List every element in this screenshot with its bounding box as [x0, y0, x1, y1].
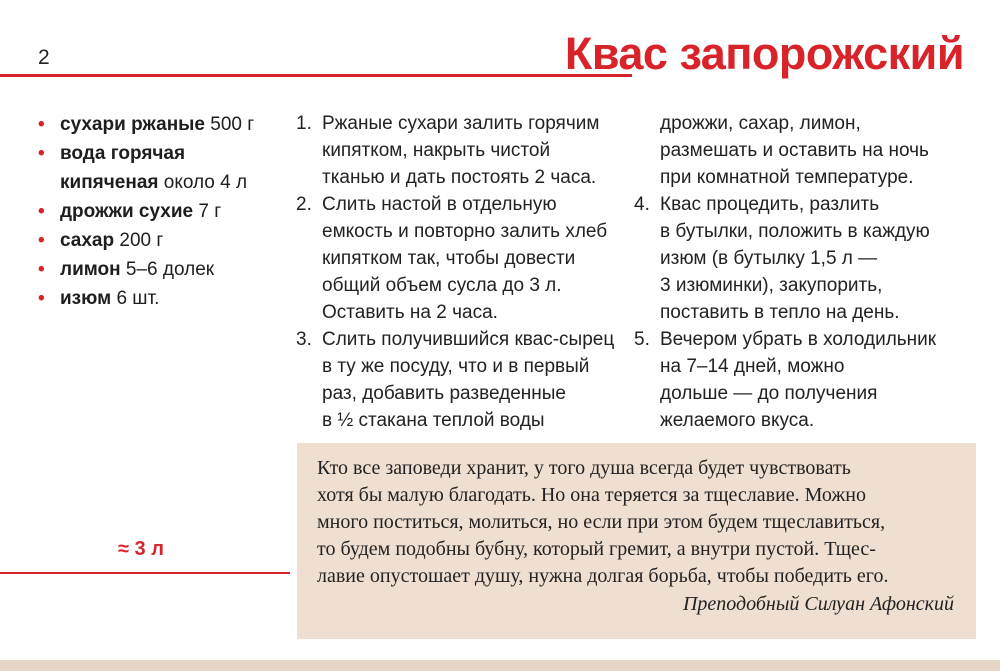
step-line: Слить настой в отдельную: [322, 194, 557, 215]
bullet-icon: •: [38, 230, 45, 251]
recipe-title: Квас запорожский: [564, 28, 964, 79]
quote-author: Преподобный Силуан Афонский: [682, 593, 954, 615]
step-line: изюм (в бутылку 1,5 л —: [660, 248, 878, 269]
ingredient-name: дрожжи сухие: [60, 201, 194, 222]
step-5: [634, 326, 964, 434]
steps-column-right: [634, 110, 964, 434]
step-line: тканью и дать постоять 2 часа.: [322, 167, 597, 188]
ingredient-qty: 200 г: [119, 230, 164, 251]
step-line: желаемого вкуса.: [660, 410, 815, 431]
step-line: емкость и повторно залить хлеб: [322, 221, 608, 242]
quote-line: много поститься, молиться, но если при этом будем тщеславиться,: [317, 511, 886, 533]
quote-text: [317, 455, 954, 590]
quote-box: [297, 443, 976, 639]
quote-line: Кто все заповеди хранит, у того душа всегда будет чувствовать: [317, 457, 851, 479]
step-number: 1.: [296, 113, 312, 134]
ingredient-item: [38, 139, 278, 197]
step-line: кипятком, накрыть чистой: [322, 140, 551, 161]
step-line: поставить в тепло на день.: [660, 302, 900, 323]
step-line: при комнатной температуре.: [660, 167, 914, 188]
step-line: Слить получившийся квас-сырец: [322, 329, 615, 350]
ingredient-qty: 7 г: [198, 201, 222, 222]
ingredient-item: [38, 284, 278, 313]
ingredient-qty: 6 шт.: [116, 288, 160, 309]
yield-label: ≈ 3 л: [118, 538, 164, 560]
ingredient-qty: 500 г: [210, 114, 255, 135]
ingredient-item: [38, 226, 278, 255]
quote-line: лавие опустошает душу, нужна долгая борьба, чтобы победить его.: [317, 565, 889, 587]
step-line: раз, добавить разведенные: [322, 383, 566, 404]
ingredient-name: вода горячая кипяченая: [60, 143, 186, 193]
page-number: 2: [38, 46, 50, 69]
bullet-icon: •: [38, 114, 45, 135]
ingredient-item: [38, 197, 278, 226]
step-line: дольше — до получения: [660, 383, 878, 404]
step-number: 5.: [634, 329, 650, 350]
step-3: [296, 326, 626, 434]
step-line: на 7–14 дней, можно: [660, 356, 845, 377]
step-line: общий объем сусла до 3 л.: [322, 275, 562, 296]
steps-column-left: [296, 110, 626, 434]
header-rule: [0, 74, 632, 77]
yield-rule: [0, 572, 290, 574]
step-line: Квас процедить, разлить: [660, 194, 880, 215]
step-line: Оставить на 2 часа.: [322, 302, 498, 323]
ingredient-name: лимон: [60, 259, 121, 280]
step-line: 3 изюминки), закупорить,: [660, 275, 883, 296]
ingredient-qty: около 4 л: [163, 172, 248, 193]
ingredient-qty: 5–6 долек: [125, 259, 215, 280]
ingredient-name: изюм: [60, 288, 112, 309]
quote-line: то будем подобны бубну, который гремит, а внутри пустой. Тщес-: [317, 538, 876, 560]
bullet-icon: •: [38, 288, 45, 309]
step-line: в ту же посуду, что и в первый: [322, 356, 590, 377]
step-line: Вечером убрать в холодильник: [660, 329, 937, 350]
step-line: кипятком так, чтобы довести: [322, 248, 576, 269]
step-number: 4.: [634, 194, 650, 215]
bottom-stripe: [0, 660, 1000, 671]
ingredient-name: сахар: [60, 230, 115, 251]
step-number: 2.: [296, 194, 312, 215]
ingredient-name: сухари ржаные: [60, 114, 205, 135]
quote-line: хотя бы малую благодать. Но она теряется за тщеславие. Можно: [317, 484, 866, 506]
ingredient-item: [38, 255, 278, 284]
bullet-icon: •: [38, 201, 45, 222]
step-4: [634, 191, 964, 326]
ingredients-list: [38, 110, 278, 313]
step-line: в бутылки, положить в каждую: [660, 221, 930, 242]
step-line: в ½ стакана теплой воды: [322, 410, 545, 431]
ingredient-item: [38, 110, 278, 139]
step-line: Ржаные сухари залить горячим: [322, 113, 600, 134]
step-2: [296, 191, 626, 326]
step-line: дрожжи, сахар, лимон,: [660, 113, 861, 134]
step-3-continued: [634, 110, 964, 191]
bullet-icon: •: [38, 259, 45, 280]
step-number: 3.: [296, 329, 312, 350]
step-line: размешать и оставить на ночь: [660, 140, 929, 161]
step-1: [296, 110, 626, 191]
bullet-icon: •: [38, 143, 45, 164]
